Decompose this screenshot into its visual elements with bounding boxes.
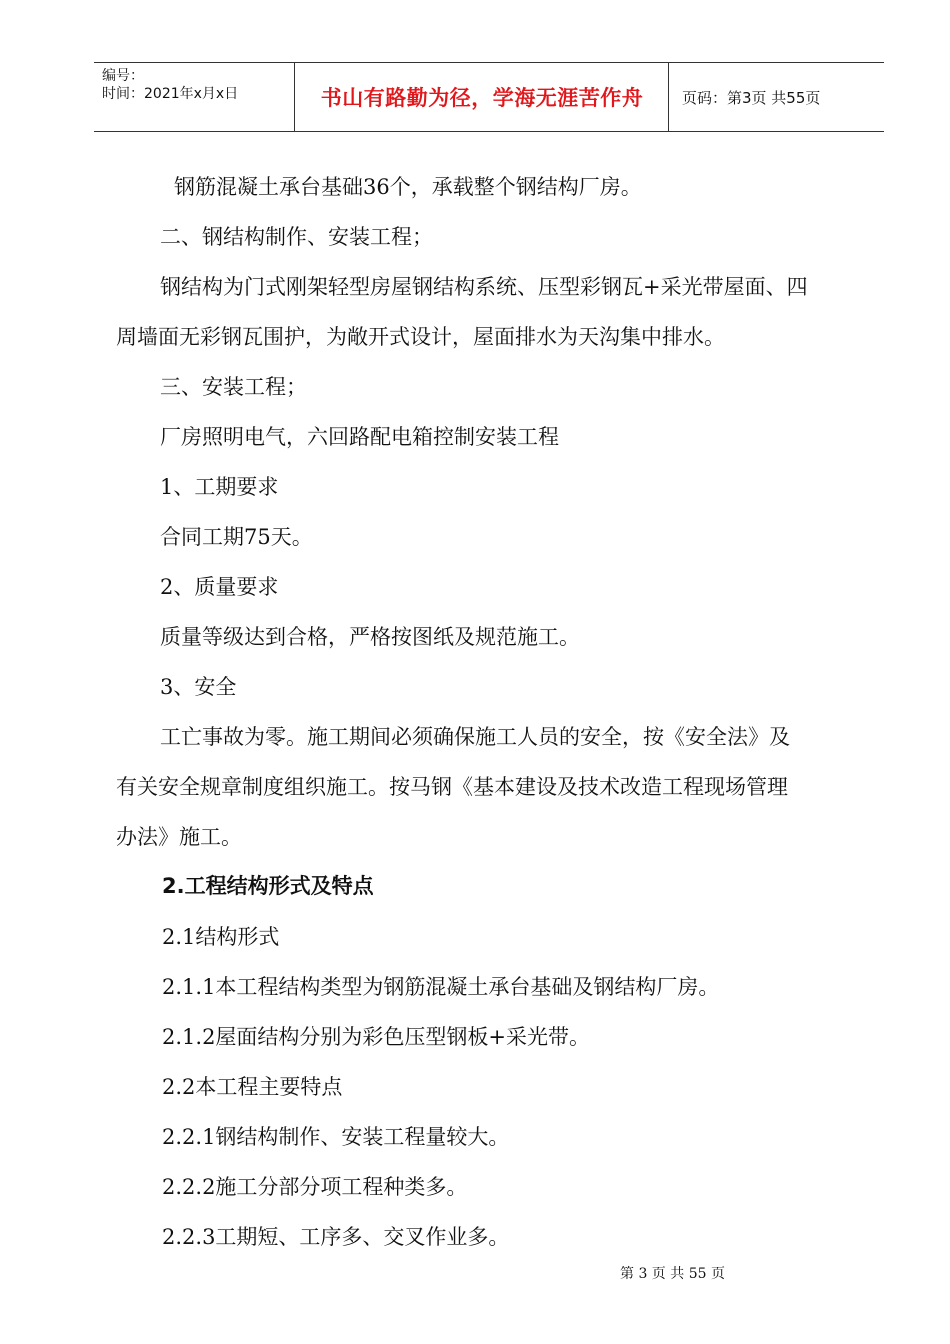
- date-label: 时间：2021年x月x日: [102, 86, 239, 102]
- paragraph: 质量等级达到合格，严格按图纸及规范施工。: [160, 625, 580, 649]
- paragraph: 工亡事故为零。施工期间必须确保施工人员的安全，按《安全法》及: [160, 725, 790, 749]
- paragraph: 办法》施工。: [116, 825, 242, 849]
- subheading: 2.2本工程主要特点: [162, 1075, 343, 1099]
- number-label: 编号：: [102, 68, 144, 84]
- paragraph: 钢筋混凝土承台基础36个，承载整个钢结构厂房。: [174, 175, 642, 199]
- subheading: 1、工期要求: [160, 475, 279, 499]
- header-motto: 书山有路勤为径，学海无涯苦作舟: [320, 86, 644, 110]
- header-divider: [668, 63, 669, 131]
- paragraph: 2.2.3工期短、工序多、交叉作业多。: [162, 1225, 510, 1249]
- paragraph: 钢结构为门式刚架轻型房屋钢结构系统、压型彩钢瓦+采光带屋面、四: [160, 275, 808, 299]
- paragraph: 有关安全规章制度组织施工。按马钢《基本建设及技术改造工程现场管理: [116, 775, 788, 799]
- section-heading: 二、钢结构制作、安装工程；: [160, 225, 433, 249]
- header-table: [94, 62, 884, 132]
- paragraph: 厂房照明电气，六回路配电箱控制安装工程: [160, 425, 559, 449]
- section-heading-bold: 2.工程结构形式及特点: [162, 874, 374, 898]
- section-heading: 三、安装工程；: [160, 375, 307, 399]
- paragraph: 2.1.1本工程结构类型为钢筋混凝土承台基础及钢结构厂房。: [162, 975, 720, 999]
- paragraph: 周墙面无彩钢瓦围护，为敞开式设计，屋面排水为天沟集中排水。: [116, 325, 725, 349]
- page-footer: 第 3 页 共 55 页: [620, 1266, 725, 1282]
- header-left-cell: [102, 67, 292, 103]
- paragraph: 2.1.2屋面结构分别为彩色压型钢板+采光带。: [162, 1025, 591, 1049]
- subheading: 3、安全: [160, 675, 237, 699]
- paragraph: 合同工期75天。: [160, 525, 313, 549]
- subheading: 2.1结构形式: [162, 925, 280, 949]
- subheading: 2、质量要求: [160, 575, 279, 599]
- header-page-info: 页码：第3页 共55页: [682, 88, 821, 107]
- header-divider: [294, 63, 295, 131]
- paragraph: 2.2.2施工分部分项工程种类多。: [162, 1175, 468, 1199]
- paragraph: 2.2.1钢结构制作、安装工程量较大。: [162, 1125, 510, 1149]
